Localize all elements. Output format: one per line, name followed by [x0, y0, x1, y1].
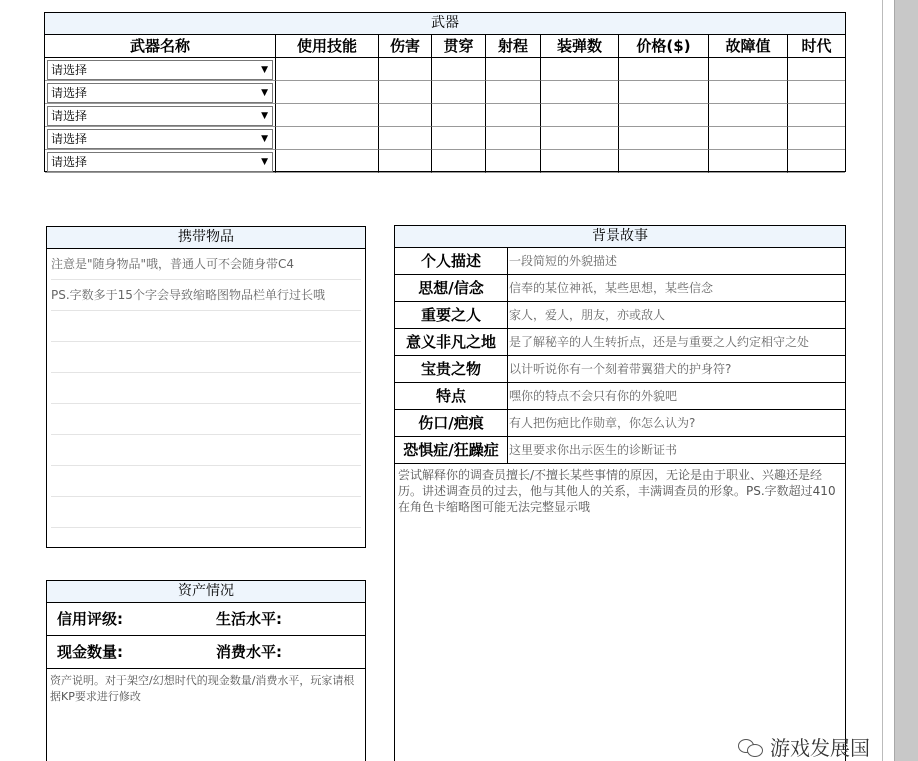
table-cell[interactable] — [276, 127, 379, 150]
table-cell[interactable] — [276, 81, 379, 104]
story-value[interactable]: 一段简短的外貌描述 — [509, 254, 618, 268]
table-cell[interactable] — [619, 81, 709, 104]
table-cell[interactable] — [541, 150, 619, 173]
table-cell[interactable] — [486, 104, 541, 127]
story-value[interactable]: 嘿你的特点不会只有你的外貌吧 — [509, 389, 678, 403]
table-cell[interactable] — [709, 104, 788, 127]
table-cell[interactable] — [709, 81, 788, 104]
table-cell[interactable] — [432, 150, 486, 173]
story-row — [395, 437, 845, 464]
header-price: 价格($) — [619, 35, 709, 58]
assets-panel — [46, 580, 366, 761]
weapon-select[interactable]: 请选择 ▼ — [47, 129, 273, 149]
header-skill: 使用技能 — [276, 35, 379, 58]
story-value[interactable]: 是了解秘辛的人生转折点，还是与重要之人约定相守之处 — [509, 335, 810, 349]
story-title: 背景故事 — [395, 226, 845, 248]
dropdown-arrow-icon: ▼ — [261, 65, 268, 75]
story-label: 宝贵之物 — [395, 356, 508, 382]
table-cell[interactable] — [709, 58, 788, 81]
item-row[interactable]: PS.字数多于15个字会导致缩略图物品栏单行过长哦 — [51, 280, 361, 311]
table-cell[interactable] — [432, 58, 486, 81]
item-row[interactable] — [51, 466, 361, 497]
assets-title: 资产情况 — [47, 581, 365, 603]
item-row[interactable] — [51, 404, 361, 435]
table-cell[interactable] — [486, 150, 541, 173]
table-cell[interactable] — [379, 127, 432, 150]
table-cell[interactable] — [619, 127, 709, 150]
story-row — [395, 248, 845, 275]
table-cell[interactable] — [379, 81, 432, 104]
header-era: 时代 — [788, 35, 845, 58]
story-value[interactable]: 信奉的某位神祇，某些思想，某些信念 — [509, 281, 714, 295]
table-cell — [45, 150, 276, 173]
watermark-text: 游戏发展国 — [770, 736, 870, 760]
table-cell[interactable] — [541, 104, 619, 127]
vertical-scrollbar[interactable] — [894, 0, 918, 761]
weapon-select[interactable]: 请选择 ▼ — [47, 60, 273, 80]
table-cell[interactable] — [788, 127, 845, 150]
table-cell[interactable] — [788, 58, 845, 81]
living-standard-label[interactable]: 生活水平: — [216, 610, 282, 628]
table-cell[interactable] — [709, 150, 788, 173]
table-cell — [45, 127, 276, 150]
table-cell[interactable] — [276, 150, 379, 173]
spending-label[interactable]: 消费水平: — [216, 643, 282, 661]
item-row[interactable] — [51, 373, 361, 404]
item-row[interactable] — [51, 342, 361, 373]
header-malfunction: 故障值 — [709, 35, 788, 58]
table-cell[interactable] — [379, 150, 432, 173]
header-damage: 伤害 — [379, 35, 432, 58]
table-cell — [45, 58, 276, 81]
assets-row — [47, 636, 365, 669]
wechat-icon — [738, 737, 764, 757]
header-weapon-name: 武器名称 — [45, 35, 276, 58]
table-cell[interactable] — [788, 81, 845, 104]
weapon-select[interactable]: 请选择 ▼ — [47, 83, 273, 103]
weapon-select[interactable]: 请选择 ▼ — [47, 106, 273, 126]
dropdown-arrow-icon: ▼ — [261, 134, 268, 144]
table-cell[interactable] — [486, 81, 541, 104]
table-cell[interactable] — [619, 58, 709, 81]
table-cell[interactable] — [541, 127, 619, 150]
item-row[interactable] — [51, 311, 361, 342]
table-cell[interactable] — [788, 150, 845, 173]
table-cell[interactable] — [432, 127, 486, 150]
assets-description[interactable]: 资产说明。对于架空/幻想时代的现金数量/消费水平，玩家请根据KP要求进行修改 — [50, 674, 355, 703]
story-label: 伤口/疤痕 — [395, 410, 508, 436]
item-row[interactable] — [51, 497, 361, 528]
header-ammo: 装弹数 — [541, 35, 619, 58]
story-label: 个人描述 — [395, 248, 508, 274]
dropdown-arrow-icon: ▼ — [261, 111, 268, 121]
table-cell[interactable] — [486, 58, 541, 81]
table-cell[interactable] — [379, 58, 432, 81]
table-cell[interactable] — [276, 104, 379, 127]
table-cell[interactable] — [788, 104, 845, 127]
table-cell[interactable] — [432, 104, 486, 127]
story-label: 恐惧症/狂躁症 — [395, 437, 508, 463]
story-row — [395, 410, 845, 437]
weapon-select[interactable]: 请选择 ▼ — [47, 152, 273, 172]
story-label: 特点 — [395, 383, 508, 409]
story-value[interactable]: 家人，爱人，朋友，亦或敌人 — [509, 308, 666, 322]
credit-rating-label[interactable]: 信用评级: — [57, 610, 123, 628]
table-cell — [45, 104, 276, 127]
story-label: 思想/信念 — [395, 275, 508, 301]
table-cell[interactable] — [432, 81, 486, 104]
watermark — [738, 732, 870, 761]
header-penetration: 贯穿 — [432, 35, 486, 58]
weapons-title: 武器 — [45, 13, 845, 35]
story-row — [395, 302, 845, 329]
story-description[interactable]: 尝试解释你的调查员擅长/不擅长某些事情的原因，无论是由于职业、兴趣还是经历。讲述调查员的过去，他与其他人的关系，丰满调查员的形象。PS.字数超过410在角色卡缩略图可能无法完整显示哦 — [398, 468, 836, 514]
table-cell[interactable] — [619, 104, 709, 127]
assets-row — [47, 603, 365, 636]
background-story-panel — [394, 225, 846, 761]
item-row[interactable] — [51, 435, 361, 466]
items-title: 携带物品 — [47, 227, 365, 249]
table-cell[interactable] — [619, 150, 709, 173]
story-label: 重要之人 — [395, 302, 508, 328]
carried-items-panel — [46, 226, 366, 548]
story-row — [395, 275, 845, 302]
dropdown-arrow-icon: ▼ — [261, 157, 268, 167]
story-value[interactable]: 以计听说你有一个刻着带翼猎犬的护身符? — [509, 362, 732, 376]
dropdown-arrow-icon: ▼ — [261, 88, 268, 98]
story-label: 意义非凡之地 — [395, 329, 508, 355]
weapons-table — [44, 12, 846, 172]
table-cell[interactable] — [541, 81, 619, 104]
header-range: 射程 — [486, 35, 541, 58]
table-cell[interactable] — [541, 58, 619, 81]
story-value[interactable]: 有人把伤疤比作勋章，你怎么认为? — [509, 416, 696, 430]
table-cell[interactable] — [379, 104, 432, 127]
weapons-grid — [45, 35, 845, 173]
story-value[interactable]: 这里要求你出示医生的诊断证书 — [509, 443, 678, 457]
story-row — [395, 383, 845, 410]
story-row — [395, 329, 845, 356]
table-cell[interactable] — [709, 127, 788, 150]
table-cell[interactable] — [486, 127, 541, 150]
table-cell — [45, 81, 276, 104]
item-row[interactable]: 注意是"随身物品"哦，普通人可不会随身带C4 — [51, 249, 361, 280]
cash-label[interactable]: 现金数量: — [57, 643, 123, 661]
page-edge-line — [882, 0, 883, 761]
story-row — [395, 356, 845, 383]
table-cell[interactable] — [276, 58, 379, 81]
